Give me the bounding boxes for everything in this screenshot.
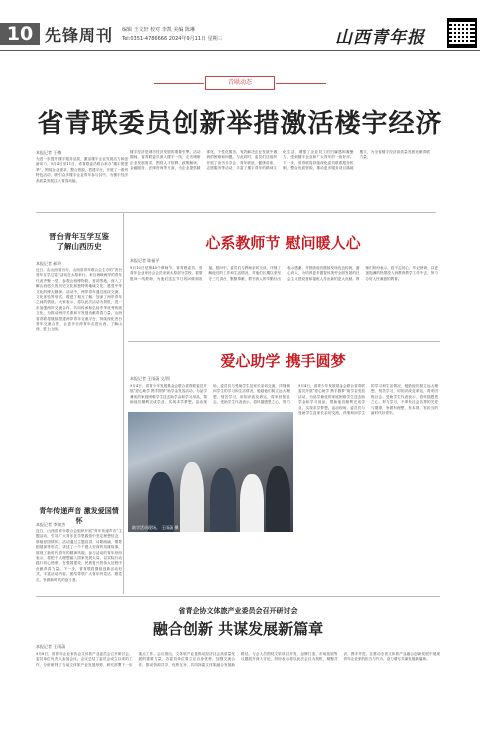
divider [36, 596, 440, 597]
left-article-1-byline: 本报记者 郝玲 [36, 261, 62, 266]
main-byline: 本报记者 王梅 [36, 150, 62, 155]
photo-caption: 助学活动现场。 王雨菡 摄 [132, 525, 179, 530]
header-rule [0, 50, 480, 51]
left-article-1-title: 晋台青年互学互鉴 了解山西历史 [49, 232, 109, 251]
left-article-2-byline: 本报记者 李知杰 [36, 522, 66, 527]
student-article-body-right: 9月4日，省青少年发展基金会联合省青联委员开展“爱心助学 携手圆梦”助学金发放活动，为品学兼优的家庭困难学生送去助学金和学习用品，帮助他们顺利完成学业，实现求学梦想。活动现场，委员们与受助学生及家长亲切交流，详细询问学生的学习和生活情况，勉励他们树立远大理想，刻苦学习，用知识改变命运，将来回报社会。受助学生代表表示，将怀揣感恩之心，努力学习，不辜负社会各界的关爱与期望，争做有理想、有本领、有担当的新时代好青年。 [298, 384, 438, 416]
newspaper-logo: 山西青年报 [335, 28, 425, 48]
main-body-right: 楼宇经济是城市经济发展的重要引擎。活动期间，省青联委员深入楼宇一线，走访调研企业发展需求，围绕人才招聘、政策解读、金融服务、法律咨询等方面，为企业提供精准化、个性化服务，有效解决企业发展中遇到的困难和问题。与此同时，委员们还组织开展了读书分享会、青年联谊、健康讲座、志愿服务等活动，丰富了楼宇青年的精神文化生活，增强了企业员工的归属感和凝聚力，受到楼宇企业和广大青年的一致好评。下一步，省青联将持续深化委员联系服务机制，整合优质资源，推动更多服务项目落地楼宇，为全省楼宇经济高质量发展贡献青联力量。 [130, 150, 430, 171]
left-article-1-body: 近日，由山西省台办、山西省青年联合会主办的“晋台青年互学互鉴”活动在太原举行。来自海峡两岸的青年代表齐聚一堂，参观山西博物院、晋祠等地，深入了解山西悠久的历史文化和独特的地域文化，感受中华文化的博大精深。活动中，两岸青年通过座谈交流、文化体验等形式，增进了相互了解，加深了两岸青年之间的情谊。大家表示，将以此次活动为契机，进一步加强两岸交流合作，共同传承和弘扬中华优秀传统文化，为推动两岸关系和平发展贡献青春力量。山西省青联将继续搭建两岸青年交流平台，持续深化晋台青年交流合作，让更多台湾青年走进山西、了解山西、爱上山西。 [36, 268, 122, 332]
divider [36, 212, 436, 213]
culture-article-title: 融合创新 共谋发展新篇章 [152, 620, 324, 638]
page-number: 10 [0, 23, 40, 45]
left-article-2-body: 近日，山西省青年联合会组织开展“青年传递声音”主题活动，引导广大青年在学思践悟中坚定理想信念，厚植爱国情怀。活动通过主题宣讲、诗歌朗诵、情景剧展演等形式，讲述了一个个感人至深的英雄故事，展现了新时代青年的精神风貌。参与活动的青年纷纷表示，将把个人理想融入国家发展大局，以实际行动践行初心使命，在强国建设、民族复兴的伟大征程中贡献青春力量。下一步，省青联将继续创新活动形式，丰富活动内容，团结带领广大青年听党话、跟党走，争做新时代的奋斗者。 [36, 529, 122, 582]
teacher-article-body: 9月10日是第40个教师节，省青联委员、省青年企业家协会会员来到太原部分学校，看望慰问一线教师，为他们送去节日的问候和祝福。慰问中，委员们与教师亲切交谈，详细了解他们的工作和生活情况，对他们长期以来坚守三尺讲台、默默奉献、教书育人的辛勤付出表示感谢，并鼓励他们继续发扬优良传统，潜心育人，为培养更多德智体美劳全面发展的社会主义建设者和接班人作出新的更大贡献。教师们纷纷表示，将不忘初心、牢记使命，以更加饱满的热情投入到教育教学工作中去，努力办好人民满意的教育。 [130, 266, 438, 281]
teacher-article-title: 心系教师节 慰问暖人心 [205, 234, 361, 252]
culture-article-kicker: 省青企协文体旅产业委员会召开研讨会 [178, 607, 298, 615]
culture-article-byline: 本报记者 王雨菡 [36, 644, 66, 649]
main-body-left: 为进一步提升楼宇服务品质，激活楼宇企业发展活力和创新动力，9月4日至11日，省青联委员联合举办“楼宇团建季”，围绕企业需求，整合资源，搭建平台，开展了一系列特色活动，吸引众多楼宇企业青年参与其中，为楼宇经济高质量发展注入青春动能。 [36, 157, 128, 183]
teacher-article-byline: 本报记者 陈福平 [130, 258, 160, 263]
editors-line: 编辑 王文轩 校对 李凯 美编 陈琳 [122, 27, 195, 33]
section-tag: 青联动态 [205, 76, 275, 90]
left-article-2-title: 青年传递声音 激发爱国情怀 [39, 507, 119, 525]
culture-article-body: 9月8日，省青年企业家协会文体旅产业委员会召开研讨会，委员单位负责人参加会议。会议总结了委员会成立以来的工作，分析研判了当前文体旅产业发展形势，研究部署下一步重点工作。会议指出，文体旅产业是推动经济社会高质量发展的重要力量，各委员单位要立足自身优势，加强交流合作，推动资源共享、优势互补，共同探索文体旅融合发展新路径。与会人员围绕文旅项目开发、品牌打造、市场拓展等议题展开深入讨论，纷纷表示将以此次会议为契机，凝聚共识，携手并进，在推动全省文体旅产业融合创新发展中展现青年企业家的担当与作为，奋力谱写共谋发展新篇章。 [36, 652, 440, 667]
qr-code-icon [447, 18, 477, 48]
column-divider [123, 212, 124, 594]
section-title: 先锋周刊 [45, 26, 114, 45]
student-article-body-top: 9月4日，省青少年发展基金会联合省青联委员开展“爱心助学 携手圆梦”助学金发放活动，为品学兼优的家庭困难学生送去助学金和学习用品，帮助他们顺利完成学业，实现求学梦想。活动现场，委员们与受助学生及家长亲切交流，详细询问学生的学习和生活情况，勉励他们树立远大理想，刻苦学习，用知识改变命运，将来回报社会。受助学生代表表示，将怀揣感恩之心，努力 [130, 384, 290, 405]
phone-date-line: Tel:0351-4786666 2024年9月11日 星期三 [122, 36, 223, 42]
student-photo [128, 412, 293, 532]
student-article-title: 爱心助学 携手圆梦 [220, 352, 346, 370]
student-article-byline: 本报记者 王雨菡 文/图 [130, 376, 170, 381]
divider [128, 341, 440, 342]
main-headline: 省青联委员创新举措激活楼宇经济 [37, 109, 443, 139]
